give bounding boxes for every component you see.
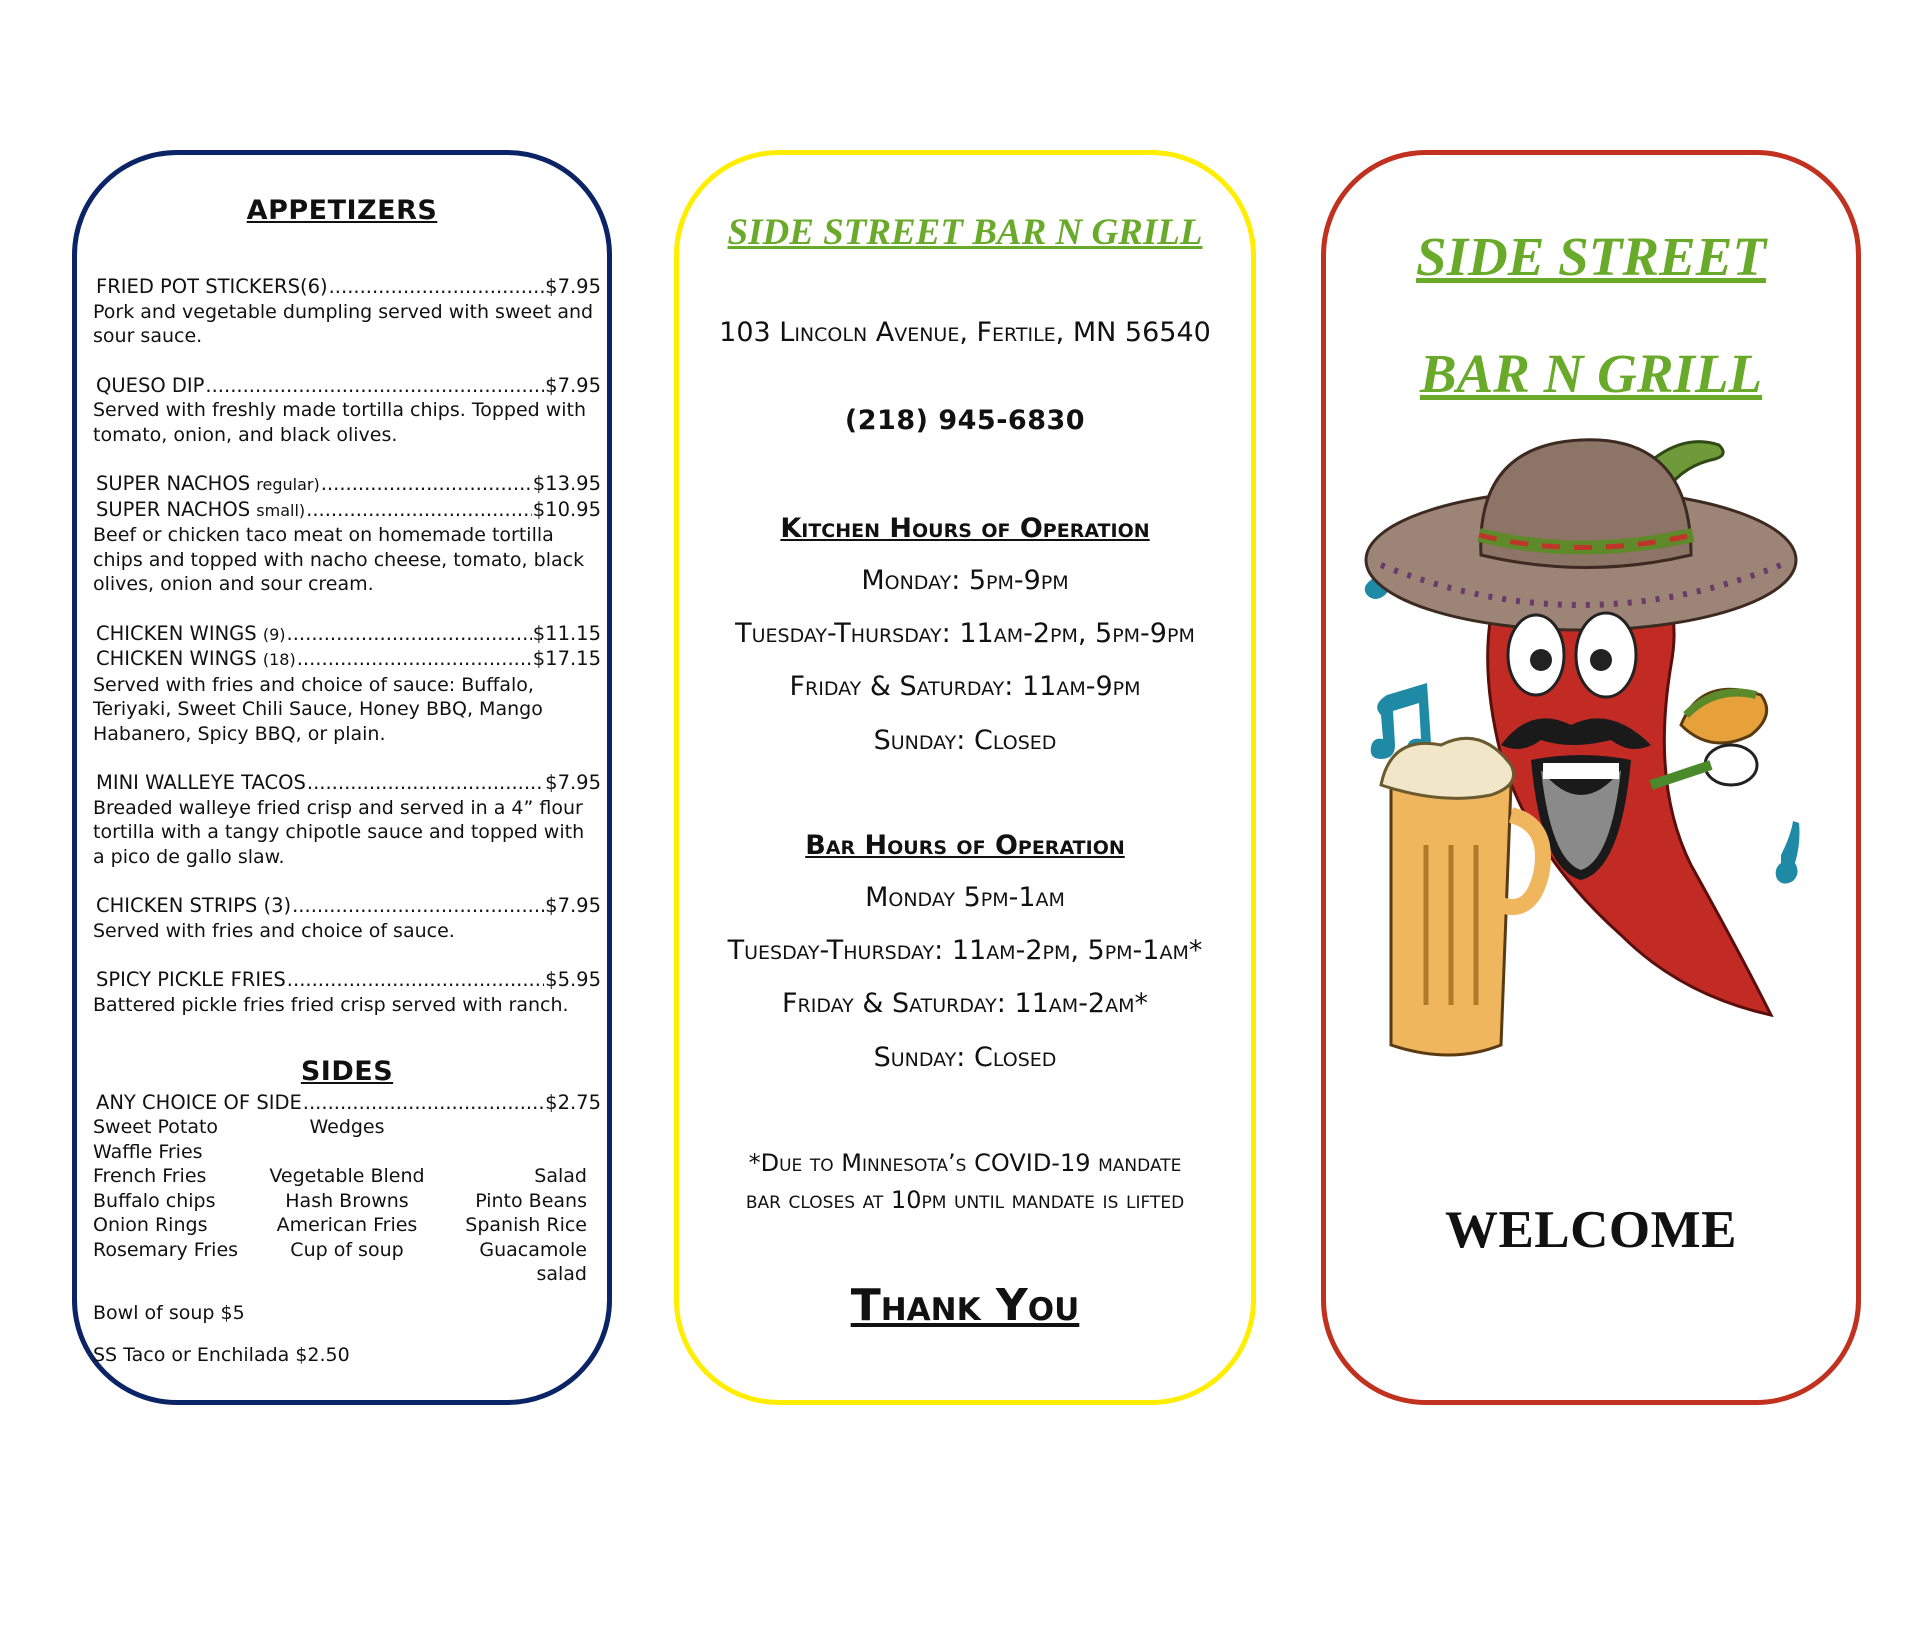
- thank-you: Thank You: [850, 1280, 1080, 1331]
- leader-dots: [287, 622, 532, 647]
- menu-item-row: [93, 894, 601, 919]
- leader-dots: [205, 374, 544, 399]
- menu-item-size: (9): [262, 624, 286, 644]
- side-option: Onion Rings: [93, 1214, 208, 1236]
- side-choice-name: ANY CHOICE OF SIDE: [96, 1090, 302, 1114]
- menu-item-description: Breaded walleye fried crisp and served in a 4” flour tortilla with a tangy chipotle sauce and topped with a pico de gallo slaw.: [93, 796, 585, 868]
- menu-item-description: Served with fries and choice of sauce.: [93, 919, 455, 942]
- leader-dots: [297, 647, 532, 672]
- side-option: Pinto Beans: [475, 1189, 587, 1212]
- menu-item-description: Served with fries and choice of sauce: Buffalo, Teriyaki, Sweet Chili Sauce, Honey BBQ, Mango Habanero, Spicy BBQ, or plain.: [93, 673, 543, 745]
- leader-dots: [307, 771, 544, 796]
- menu-item: [93, 472, 601, 597]
- side-option: Rosemary Fries: [93, 1238, 239, 1261]
- covid-line: bar closes at 10pm until mandate is lifted: [745, 1186, 1185, 1214]
- side-option: Wedges: [309, 1116, 385, 1138]
- menu-item-price: $13.95: [532, 472, 601, 495]
- menu-item-description: Battered pickle fries fried crisp served with ranch.: [93, 993, 569, 1016]
- menu-item-description: Served with freshly made tortilla chips. Topped with tomato, onion, and black olives.: [93, 399, 587, 446]
- menu-item-name: MINI WALLEYE TACOS: [96, 771, 306, 794]
- menu-item-row: [93, 622, 601, 648]
- side-choice-price: $2.75: [545, 1090, 601, 1114]
- bar-hours-line: Monday 5pm-1am: [865, 882, 1065, 913]
- welcome-text: WELCOME: [1444, 1201, 1738, 1259]
- kitchen-hours-heading: Kitchen Hours of Operation: [780, 513, 1150, 544]
- menu-item-name: QUESO DIP: [96, 373, 205, 397]
- side-option: Cup of soup: [290, 1238, 404, 1261]
- kitchen-hours-line: Sunday: Closed: [873, 725, 1057, 756]
- cover-panel: [1321, 150, 1861, 1405]
- menu-item-price: $7.95: [545, 275, 601, 298]
- menu-item-price: $17.15: [532, 647, 601, 670]
- side-choice-row: [93, 1091, 601, 1116]
- side-option: Vegetable Blend: [269, 1165, 425, 1187]
- cover-brand-line: SIDE STREET: [1416, 226, 1766, 287]
- menu-item-row: [93, 498, 601, 524]
- bowl-of-soup: Bowl of soup $5: [93, 1301, 245, 1324]
- menu-item-name: SUPER NACHOS small): [96, 497, 306, 521]
- menu-item-name: CHICKEN WINGS (9): [96, 621, 286, 645]
- leader-dots: [321, 472, 532, 497]
- kitchen-hours-line: Monday: 5pm-9pm: [861, 565, 1069, 596]
- menu-item-description: Pork and vegetable dumpling served with sweet and sour sauce.: [93, 300, 594, 347]
- bar-hours-line: Friday & Saturday: 11am-2am*: [781, 988, 1149, 1019]
- sides-title: SIDES: [300, 1056, 394, 1087]
- info-panel: [674, 150, 1256, 1405]
- sides-section: [93, 1056, 601, 1368]
- menu-item-name: SUPER NACHOS regular): [96, 472, 320, 495]
- menu-item-price: $7.95: [545, 373, 601, 397]
- bar-hours-line: Sunday: Closed: [873, 1042, 1057, 1073]
- appetizer-list: [93, 275, 601, 1042]
- side-option: Guacamole salad: [479, 1238, 587, 1285]
- menu-item-size: regular): [256, 475, 320, 494]
- side-options-grid: [93, 1115, 601, 1287]
- kitchen-hours-line: Tuesday-Thursday: 11am-2pm, 5pm-9pm: [735, 618, 1195, 649]
- menu-item: [93, 771, 601, 869]
- menu-item-name: SPICY PICKLE FRIES: [96, 968, 286, 991]
- side-option: Spanish Rice: [465, 1214, 587, 1236]
- kitchen-hours-line: Friday & Saturday: 11am-9pm: [789, 671, 1141, 702]
- menu-item: [93, 374, 601, 448]
- leader-dots: [292, 894, 544, 919]
- side-option: Hash Browns: [285, 1189, 409, 1212]
- menu-item: [93, 968, 601, 1017]
- menu-item-name: FRIED POT STICKERS(6): [96, 275, 328, 298]
- menu-item-name: CHICKEN WINGS (18): [96, 647, 296, 670]
- menu-item-description: Beef or chicken taco meat on homemade tortilla chips and topped with nacho cheese, tomato, black olives, onion and sour cream.: [93, 524, 585, 595]
- menu-item-price: $11.15: [532, 621, 601, 645]
- side-option: Salad: [534, 1165, 587, 1187]
- menu-item-price: $7.95: [545, 771, 601, 794]
- side-option: French Fries: [93, 1165, 207, 1187]
- brand-name: SIDE STREET BAR N GRILL: [727, 212, 1203, 253]
- menu-item-row: [93, 968, 601, 993]
- menu-item-price: $10.95: [532, 497, 601, 521]
- menu-panel: [72, 150, 612, 1405]
- appetizers-title: APPETIZERS: [246, 195, 438, 226]
- menu-item-name: CHICKEN STRIPS (3): [96, 894, 292, 917]
- side-option: Buffalo chips: [93, 1189, 216, 1212]
- bar-hours-line: Tuesday-Thursday: 11am-2pm, 5pm-1am*: [727, 935, 1203, 966]
- menu-item-row: [93, 771, 601, 796]
- leader-dots: [287, 968, 544, 993]
- bar-hours-heading: Bar Hours of Operation: [805, 830, 1125, 861]
- menu-item-size: (18): [262, 650, 296, 669]
- leader-dots: [329, 275, 545, 300]
- menu-item: [93, 894, 601, 943]
- menu-item: [93, 275, 601, 349]
- phone-number: (218) 945-6830: [844, 405, 1086, 436]
- menu-item-row: [93, 472, 601, 498]
- address: 103 Lincoln Avenue, Fertile, MN 56540: [719, 317, 1211, 348]
- side-option: American Fries: [276, 1214, 418, 1236]
- menu-item-row: [93, 275, 601, 300]
- covid-notice: [679, 1145, 1251, 1219]
- menu-item-price: $7.95: [545, 894, 601, 917]
- taco-enchilada: SS Taco or Enchilada $2.50: [93, 1344, 350, 1366]
- side-option: Sweet Potato Waffle Fries: [93, 1116, 219, 1163]
- menu-item-price: $5.95: [545, 968, 601, 991]
- menu-item-row: [93, 374, 601, 399]
- covid-line: *Due to Minnesota’s COVID-19 mandate: [748, 1149, 1182, 1177]
- leader-dots: [303, 1091, 544, 1116]
- leader-dots: [306, 498, 532, 523]
- menu-item: [93, 622, 601, 747]
- menu-item-row: [93, 647, 601, 673]
- chili-pepper-mascot-illustration: [1351, 425, 1841, 1085]
- cover-brand-line: BAR N GRILL: [1419, 343, 1763, 404]
- menu-item-size: small): [256, 500, 306, 520]
- side-option: [432, 1115, 601, 1164]
